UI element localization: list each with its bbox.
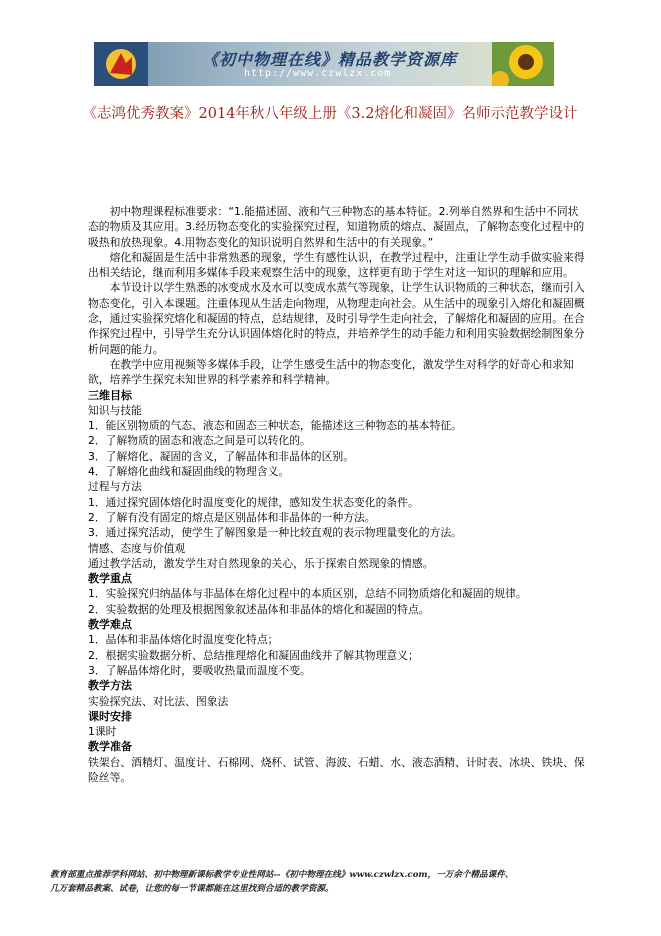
banner-url[interactable]: http://www.czwlzx.com [244, 68, 392, 79]
emotion-text: 通过教学活动，激发学生对自然现象的关心，乐于探索自然现象的情感。 [88, 556, 434, 570]
preparation-heading: 教学准备 [88, 740, 132, 754]
paragraph-design: 本节设计以学生熟悉的冰变成水及水可以变成水蒸气等现象，让学生认识物质的三种状态，继而引入物态变化，引入本课题。注重体现从生活走向物理，从物理走向社会。从生活中的现象引入熔化和凝固概念，通过实验探究熔化和凝固的特点，总结规律，及时引导学生走向社会，了解熔化和凝固的应用。在合作探究过程中，引导学生充分认识固体熔化时的特点，并培养学生的动手能力和利用实验数据绘制图象分析问题的能力。 [88, 281, 585, 356]
key-points-heading: 教学重点 [88, 572, 132, 586]
document-body [88, 204, 588, 785]
emotion-heading: 情感、态度与价值观 [88, 541, 186, 555]
schedule-text: 1课时 [88, 725, 117, 739]
methods-heading: 教学方法 [88, 679, 132, 693]
sunflower-icon [492, 42, 554, 86]
list-item: 2．根据实验数据分析、总结推理熔化和凝固曲线并了解其物理意义； [88, 648, 419, 662]
list-item: 1．实验探究归纳晶体与非晶体在熔化过程中的本质区别，总结不同物质熔化和凝固的规律。 [88, 587, 527, 601]
site-banner [94, 42, 554, 86]
footer-line: 几万套精品教案、试卷，让您的每一节课都能在这里找到合适的教学资源。 [50, 884, 334, 894]
list-item: 1．能区别物质的气态、液态和固态三种状态，能描述这三种物态的基本特征。 [88, 419, 462, 433]
schedule-heading: 课时安排 [88, 709, 132, 723]
page-footer [50, 868, 610, 896]
paragraph-approach: 熔化和凝固是生活中非常熟悉的现象，学生有感性认识，在教学过程中，注重让学生动手做实验来得出相关结论，继而利用多媒体手段来观察生活中的现象，这样更有助于学生对这一知识的理解和应用。 [88, 250, 585, 280]
list-item: 2．了解有没有固定的熔点是区别晶体和非晶体的一种方法。 [88, 510, 376, 524]
list-item: 3．通过探究活动，使学生了解图象是一种比较直观的表示物理量变化的方法。 [88, 526, 462, 540]
list-item: 3．了解晶体熔化时，要吸收热量而温度不变。 [88, 663, 311, 677]
list-item: 2．了解物质的固态和液态之间是可以转化的。 [88, 434, 311, 448]
list-item: 4．了解熔化曲线和凝固曲线的物理含义。 [88, 465, 290, 479]
list-item: 1．通过探究固体熔化时温度变化的规律，感知发生状态变化的条件。 [88, 495, 419, 509]
paragraph-standards: 初中物理课程标准要求：“1.能描述固、液和气三种物态的基本特征。2.列举自然界和生活中不同状态的物质及其应用。3.经历物态变化的实验探究过程，知道物质的熔点、凝固点，了解物态变化过程中的吸热和放热现象。4.用物态变化的知识说明自然界和生活中的有关现象。” [88, 205, 585, 249]
document-title: 《志鸿优秀教案》2014年秋八年级上册《3.2熔化和凝固》名师示范教学设计 [82, 106, 578, 122]
list-item: 3．了解熔化、凝固的含义，了解晶体和非晶体的区别。 [88, 449, 354, 463]
goals-heading: 三维目标 [88, 388, 132, 402]
banner-title: 《初中物理在线》精品教学资源库 [202, 50, 458, 69]
logo-icon [104, 47, 138, 81]
paragraph-multimedia: 在教学中应用视频等多媒体手段，让学生感受生活中的物态变化，激发学生对科学的好奇心和求知欲，培养学生探究未知世界的科学素养和科学精神。 [88, 357, 574, 387]
list-item: 2．实验数据的处理及根据图象叙述晶体和非晶体的熔化和凝固的特点。 [88, 602, 430, 616]
site-logo [94, 42, 148, 86]
difficulties-heading: 教学难点 [88, 618, 132, 632]
process-heading: 过程与方法 [88, 480, 142, 494]
footer-line: 教育部重点推荐学科网站、初中物理新课标教学专业性网站--《初中物理在线》www.czwlzx.com，一万余个精品课件、 [50, 870, 514, 880]
methods-text: 实验探究法、对比法、图象法 [88, 694, 229, 708]
list-item: 1．晶体和非晶体熔化时温度变化特点； [88, 633, 279, 647]
preparation-text: 铁架台、酒精灯、温度计、石棉网、烧杯、试管、海波、石蜡、水、液态酒精、计时表、冰块、铁块、保险丝等。 [88, 755, 585, 784]
knowledge-heading: 知识与技能 [88, 403, 142, 417]
